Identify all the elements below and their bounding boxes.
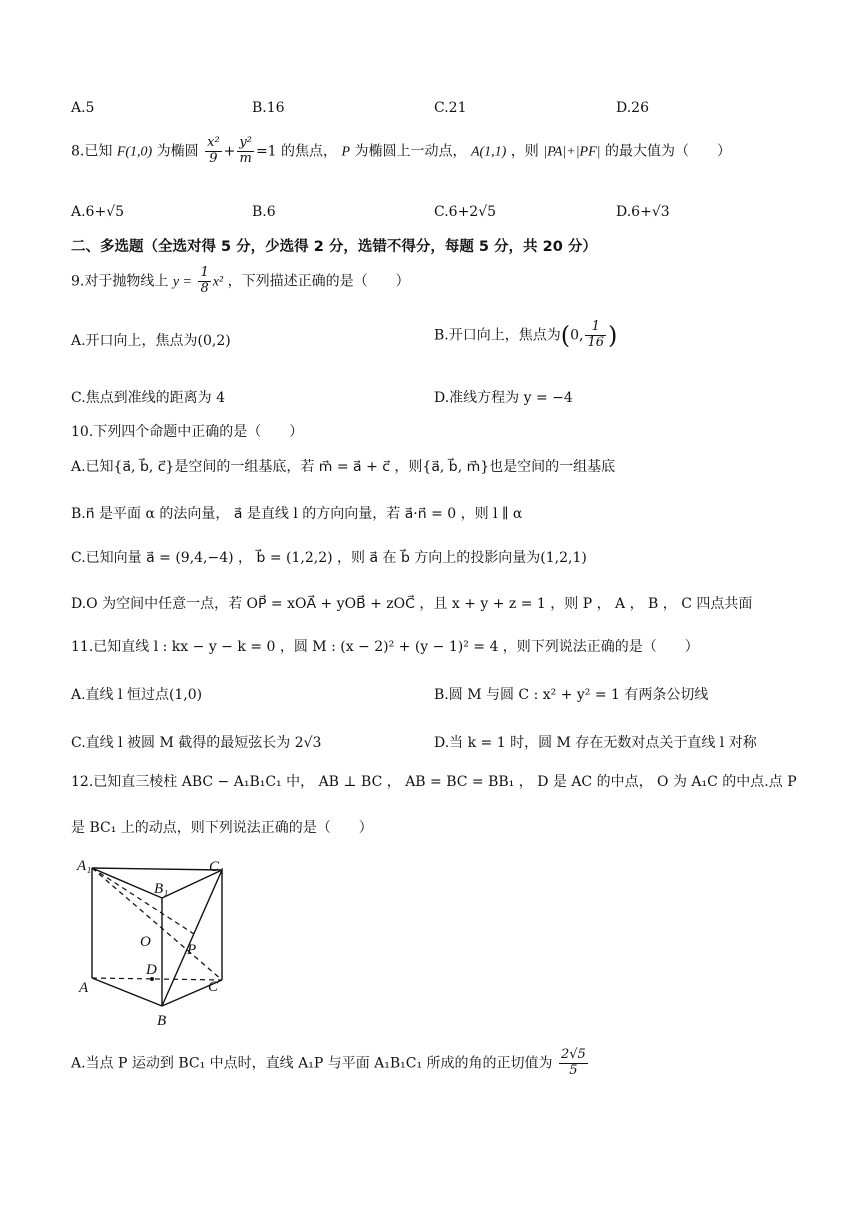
- q11-option-c: C.直线 l 被圆 M 截得的最短弦长为 2√3: [71, 735, 322, 751]
- q8-option-c: C.6+2√5: [434, 204, 497, 220]
- q7-option-c: C.21: [434, 100, 467, 116]
- label-b: B: [157, 1013, 167, 1028]
- q8-prefix: 8.已知: [71, 143, 113, 160]
- q8-focus: F(1,0): [116, 144, 153, 160]
- label-o: O: [140, 934, 151, 950]
- q8-point-a: A(1,1): [470, 144, 507, 160]
- q10-option-c: C.已知向量 a⃗ = (9,4,−4) ， b⃗ = (1,2,2) ，则 a⃗ 在 b⃗ 方向上的投影向量为(1,2,1): [71, 550, 587, 566]
- q9-eq-left: y =: [172, 274, 192, 290]
- label-p: P: [187, 942, 197, 958]
- q11-option-a: A.直线 l 恒过点(1,0): [71, 687, 203, 703]
- q9-option-b: B.开口向上，焦点为(0, $\frac{1}{16}$ ): [434, 319, 618, 350]
- q8-option-d: D.6+√3: [616, 204, 670, 220]
- label-c: C: [208, 979, 219, 995]
- q8-frac-x-den: 9: [209, 150, 218, 166]
- edge-a1-b1: [92, 868, 162, 898]
- q8-frac-x-num: x²: [207, 135, 220, 150]
- q8-eq-tail: =1: [255, 143, 277, 160]
- prism-figure: [72, 858, 242, 1028]
- q8-stem: 8.已知 F(1,0) 为椭圆 $\frac{\text{x²}}{9}$ + $\frac{\text{y²}}{m}$ =1 的焦点， P 为椭圆上一动点， A(1,1) ，则 |PA|+|PF| 的最大值为（ ）: [71, 135, 731, 166]
- q8-frac-y-num: y²: [239, 135, 252, 150]
- q10-option-b: B.n⃗ 是平面 α 的法向量， a⃗ 是直线 l 的方向向量，若 a⃗·n⃗ = 0 ，则 l ∥ α: [71, 506, 523, 522]
- q8-text1: 为椭圆: [156, 143, 199, 160]
- q9-option-b-num: 1: [585, 320, 606, 336]
- q10-option-a: A.已知{a⃗, b⃗, c⃗}是空间的一组基底，若 m⃗ = a⃗ + c⃗ ，则{a⃗, b⃗, m⃗}也是空间的一组基底: [71, 459, 616, 475]
- q11-option-b: B.圆 M 与圆 C : x² + y² = 1 有两条公切线: [434, 687, 709, 703]
- label-b1: B₁: [154, 881, 169, 897]
- q9-option-b-den: 16: [587, 334, 605, 350]
- q9-option-b-frac: [585, 320, 606, 351]
- q11-stem: 11.已知直线 l : kx − y − k = 0 ，圆 M : (x − 2)² + (y − 1)² = 4 ，则下列说法正确的是（ ）: [71, 639, 699, 655]
- q8-frac-x: [205, 136, 222, 167]
- q9-option-d: D.准线方程为 y = −4: [434, 390, 573, 406]
- q9-eq-right: x²: [212, 274, 224, 290]
- q7-option-d: D.26: [616, 100, 649, 116]
- label-a1: A₁: [77, 858, 92, 874]
- q9-prefix: 9.对于抛物线上: [71, 273, 169, 290]
- q8-text5: 的最大值为（ ）: [604, 143, 731, 160]
- q12-stem-line2: 是 BC₁ 上的动点，则下列说法正确的是（ ）: [71, 820, 373, 836]
- q9-frac-num: 1: [200, 265, 209, 280]
- section-heading: 二、多选题（全选对得 5 分，少选得 2 分，选错不得分，每题 5 分，共 20 分）: [71, 239, 597, 255]
- q12-option-a-den: 5: [569, 1062, 578, 1078]
- q12-stem-line1: 12.已知直三棱柱 ABC − A₁B₁C₁ 中， AB ⊥ BC ， AB = BC = BB₁ ， D 是 AC 的中点， O 为 A₁C 的中点.点 P: [71, 774, 797, 790]
- q8-text4: ，则: [510, 143, 539, 160]
- segment-a1-p-hidden: [92, 868, 194, 934]
- q9-frac-den: 8: [200, 280, 209, 296]
- q9-option-c: C.焦点到准线的距离为 4: [71, 390, 226, 406]
- q8-expression: |PA|+|PF|: [543, 144, 601, 160]
- q8-text2: 的焦点，: [281, 143, 338, 160]
- q8-option-b: B.6: [252, 204, 276, 220]
- label-c1: C₁: [209, 859, 225, 875]
- q9-stem: [71, 266, 410, 297]
- q9-frac: [198, 266, 210, 297]
- label-a: A: [79, 980, 89, 996]
- q11-option-d: D.当 k = 1 时，圆 M 存在无数对点关于直线 l 对称: [434, 735, 757, 751]
- edge-a1-c1: [92, 868, 222, 870]
- q12-option-a-num: 2√5: [561, 1047, 586, 1062]
- q8-option-a: A.6+√5: [71, 204, 125, 220]
- q8-frac-y-den: m: [239, 150, 252, 166]
- edge-a-c-hidden: [92, 978, 222, 980]
- q7-option-b: B.16: [252, 100, 285, 116]
- q9-option-b-text: B.开口向上，焦点为: [434, 327, 561, 344]
- q12-option-a-text: A.当点 P 运动到 BC₁ 中点时，直线 A₁P 与平面 A₁B₁C₁ 所成的角的正切值为: [71, 1055, 553, 1072]
- q10-option-d: D.O 为空间中任意一点，若 OP⃗ = xOA⃗ + yOB⃗ + zOC⃗ ，且 x + y + z = 1 ，则 P ， A ， B ， C 四点共面: [71, 596, 753, 612]
- label-d: D: [146, 962, 157, 978]
- q8-frac-y: [237, 136, 254, 167]
- q8-p: P: [341, 144, 351, 160]
- q12-option-a-frac: [559, 1048, 588, 1079]
- q10-stem: 10.下列四个命题中正确的是（ ）: [71, 424, 304, 440]
- q12-option-a: [71, 1048, 590, 1079]
- q9-suffix: ，下列描述正确的是（ ）: [227, 273, 410, 290]
- q7-option-a: A.5: [71, 100, 95, 116]
- q9-option-a: A.开口向上，焦点为(0,2): [71, 333, 231, 349]
- q8-text3: 为椭圆上一动点，: [354, 143, 467, 160]
- edge-a-b: [92, 978, 162, 1006]
